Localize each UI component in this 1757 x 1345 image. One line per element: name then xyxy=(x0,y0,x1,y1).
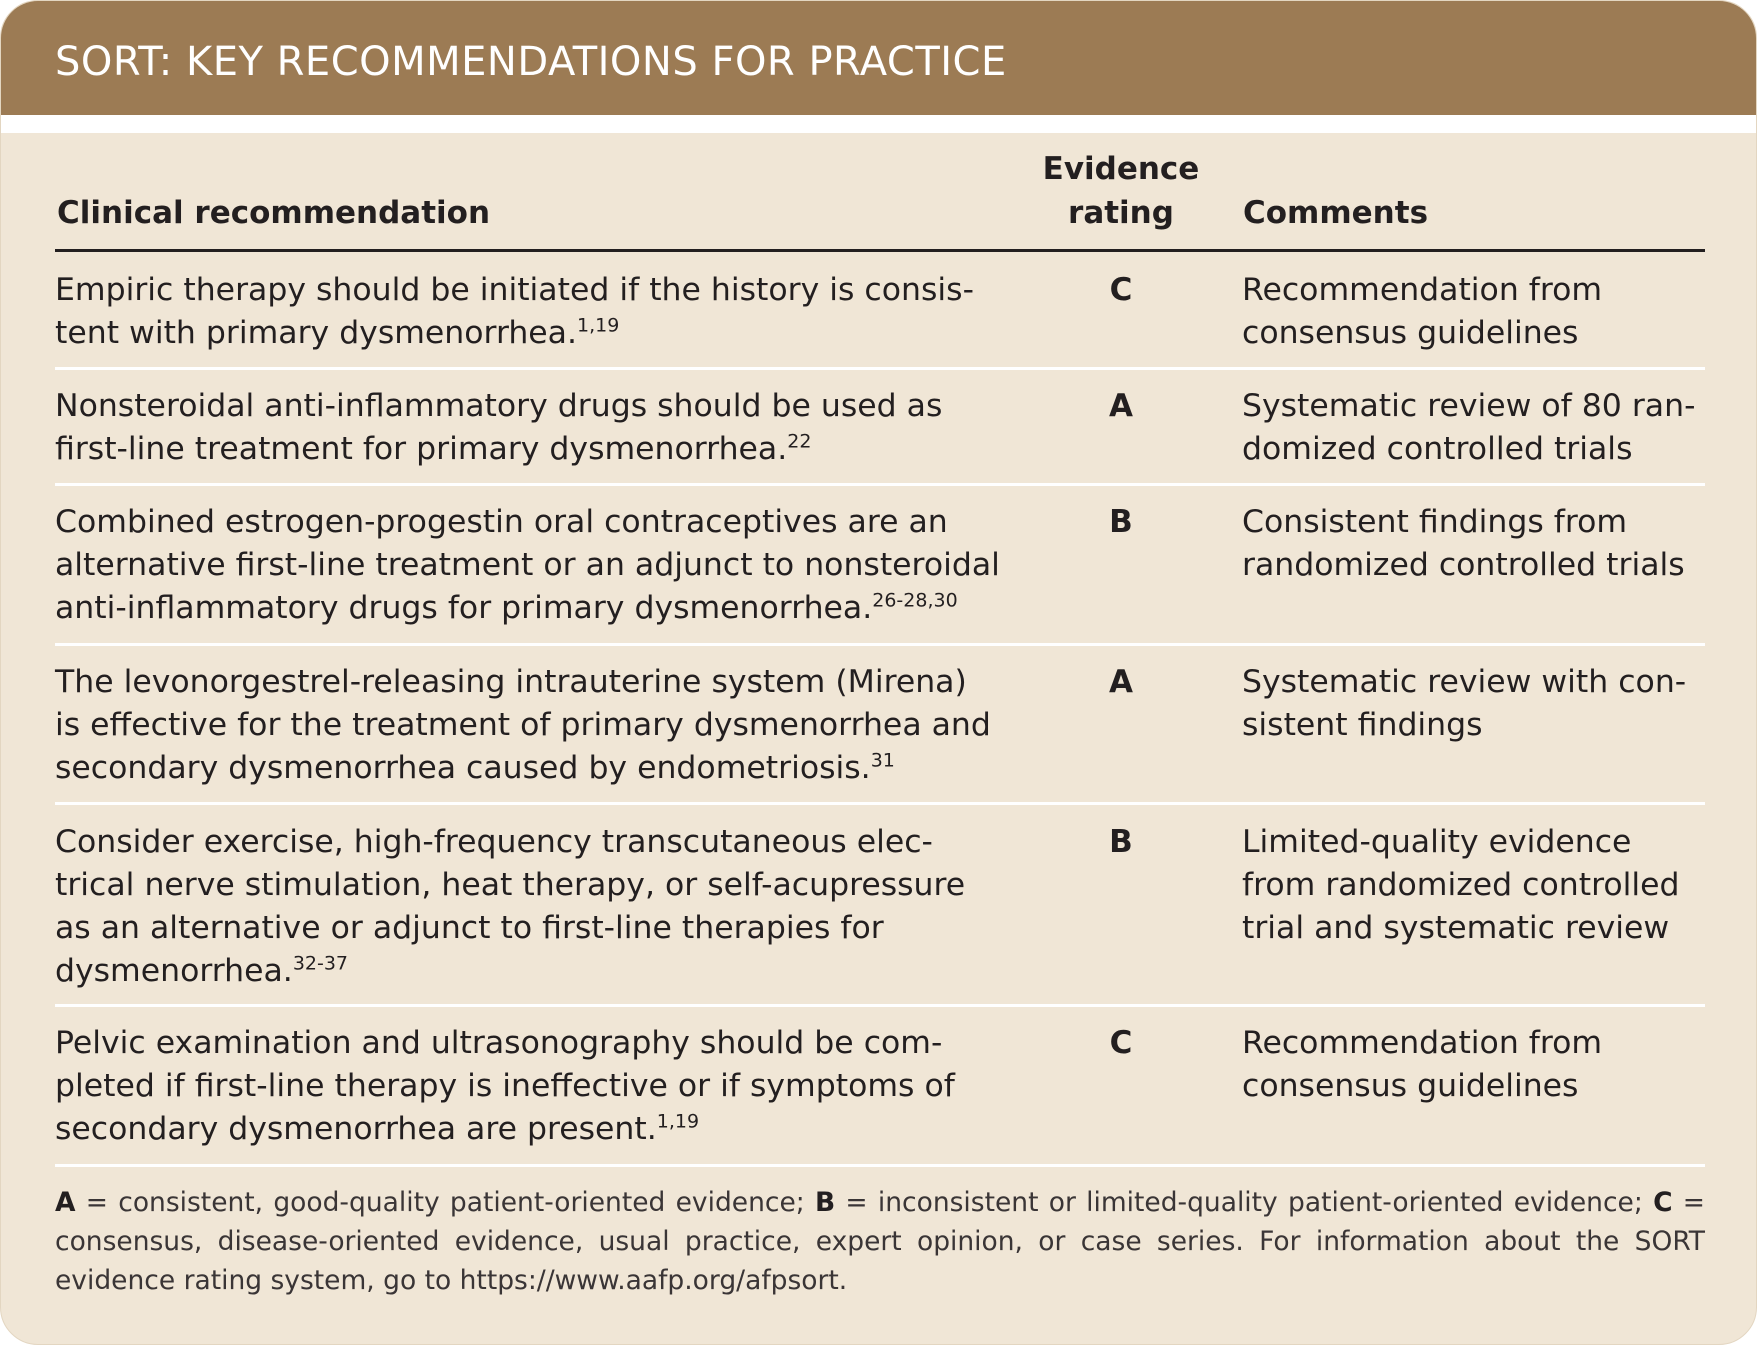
recommendation-line: The levonorgestrel-releasing intrauterine system (Mirena) xyxy=(55,664,967,700)
recommendation-text xyxy=(55,269,1015,355)
recommendation-line: alternative first-line treatment or an adjunct to nonsteroidal xyxy=(55,547,1000,583)
comment-line: Recommendation from xyxy=(1242,272,1603,308)
reference-superscript: 32-37 xyxy=(292,952,349,975)
recommendation-text xyxy=(55,1022,1015,1151)
row-divider xyxy=(55,1004,1705,1007)
evidence-rating: A xyxy=(1109,388,1133,424)
title-banner xyxy=(1,1,1757,115)
recommendation-line: secondary dysmenorrhea caused by endometriosis.$^{31}$ xyxy=(55,749,895,786)
comment-line: Limited-quality evidence xyxy=(1242,824,1632,860)
reference-superscript: 1,19 xyxy=(656,1110,700,1133)
footnote-letter-b: B xyxy=(814,1187,836,1218)
recommendation-text xyxy=(55,385,1015,471)
comment-line: consensus guidelines xyxy=(1242,315,1579,351)
comment-line: sistent findings xyxy=(1242,707,1483,743)
recommendation-line: as an alternative or adjunct to first-line therapies for xyxy=(55,910,884,946)
comment-text xyxy=(1242,501,1707,587)
row-divider xyxy=(55,643,1705,646)
comment-text xyxy=(1242,1022,1707,1108)
header-evidence-line2: rating xyxy=(1068,195,1174,231)
recommendation-line: first-line treatment for primary dysmenorrhea.$^{22}$ xyxy=(55,430,812,467)
footnote-c-text: = consensus, disease-oriented evidence, usual practice, expert opinion, or case series. For information about the SORT evidence rating system, go to https://www.aafp.org/afpsort. xyxy=(55,1187,1705,1296)
recommendation-line: Combined estrogen-progestin oral contraceptives are an xyxy=(55,504,948,540)
comment-line: consensus guidelines xyxy=(1242,1068,1579,1104)
row-divider xyxy=(55,483,1705,486)
comment-line: Systematic review with con- xyxy=(1242,664,1687,700)
recommendation-line: anti-inflammatory drugs for primary dysmenorrhea.$^{26-28,30}$ xyxy=(55,589,958,626)
recommendation-text xyxy=(55,661,1015,790)
footnote-a-text: = consistent, good-quality patient-oriented evidence; xyxy=(75,1187,815,1218)
footnote xyxy=(55,1183,1705,1300)
recommendation-line: Consider exercise, high-frequency transcutaneous elec- xyxy=(55,824,933,860)
comment-text xyxy=(1242,269,1707,355)
evidence-rating: C xyxy=(1109,1025,1133,1061)
row-divider xyxy=(55,367,1705,370)
evidence-rating: B xyxy=(1109,824,1133,860)
reference-superscript: 1,19 xyxy=(577,314,620,337)
reference-superscript: 26-28,30 xyxy=(872,589,958,612)
row-divider xyxy=(55,1164,1705,1167)
header-evidence-rating xyxy=(1031,147,1211,235)
comment-line: trial and systematic review xyxy=(1242,910,1670,946)
header-clinical-recommendation: Clinical recommendation xyxy=(57,195,491,231)
comment-line: randomized controlled trials xyxy=(1242,547,1685,583)
recommendation-line: Pelvic examination and ultrasonography should be com- xyxy=(55,1025,943,1061)
footnote-letter-a: A xyxy=(55,1187,76,1218)
recommendation-line: is effective for the treatment of primary dysmenorrhea and xyxy=(55,707,991,743)
comment-text xyxy=(1242,821,1707,950)
recommendation-text xyxy=(55,501,1015,630)
comment-line: Systematic review of 80 ran- xyxy=(1242,388,1696,424)
header-rule xyxy=(55,249,1705,252)
recommendation-line: trical nerve stimulation, heat therapy, or self-acupressure xyxy=(55,867,966,903)
footnote-letter-c: C xyxy=(1653,1187,1673,1218)
evidence-rating: B xyxy=(1109,504,1133,540)
header-comments: Comments xyxy=(1243,195,1429,231)
evidence-rating: C xyxy=(1109,272,1133,308)
comment-line: Consistent findings from xyxy=(1242,504,1628,540)
comment-text xyxy=(1242,385,1707,471)
comment-text xyxy=(1242,661,1707,747)
row-divider xyxy=(55,802,1705,805)
comment-line: from randomized controlled xyxy=(1242,867,1680,903)
recommendation-line: Nonsteroidal anti-inflammatory drugs should be used as xyxy=(55,388,943,424)
recommendation-line: pleted if first-line therapy is ineffective or if symptoms of xyxy=(55,1068,955,1104)
recommendation-line: secondary dysmenorrhea are present.$^{1,19}$ xyxy=(55,1110,700,1147)
recommendation-line: dysmenorrhea.$^{32-37}$ xyxy=(55,952,349,989)
reference-superscript: 22 xyxy=(787,430,812,453)
recommendation-line: Empiric therapy should be initiated if the history is consis- xyxy=(55,272,974,308)
banner-separator xyxy=(1,115,1757,133)
comment-line: Recommendation from xyxy=(1242,1025,1603,1061)
comment-line: domized controlled trials xyxy=(1242,431,1633,467)
recommendation-text xyxy=(55,821,1015,993)
recommendation-line: tent with primary dysmenorrhea.$^{1,19}$ xyxy=(55,314,620,351)
banner-title: SORT: KEY RECOMMENDATIONS FOR PRACTICE xyxy=(55,39,1007,85)
header-evidence-line1: Evidence xyxy=(1042,151,1200,187)
footnote-b-text: = inconsistent or limited-quality patient-oriented evidence; xyxy=(835,1187,1643,1218)
reference-superscript: 31 xyxy=(870,749,895,772)
evidence-rating: A xyxy=(1109,664,1133,700)
